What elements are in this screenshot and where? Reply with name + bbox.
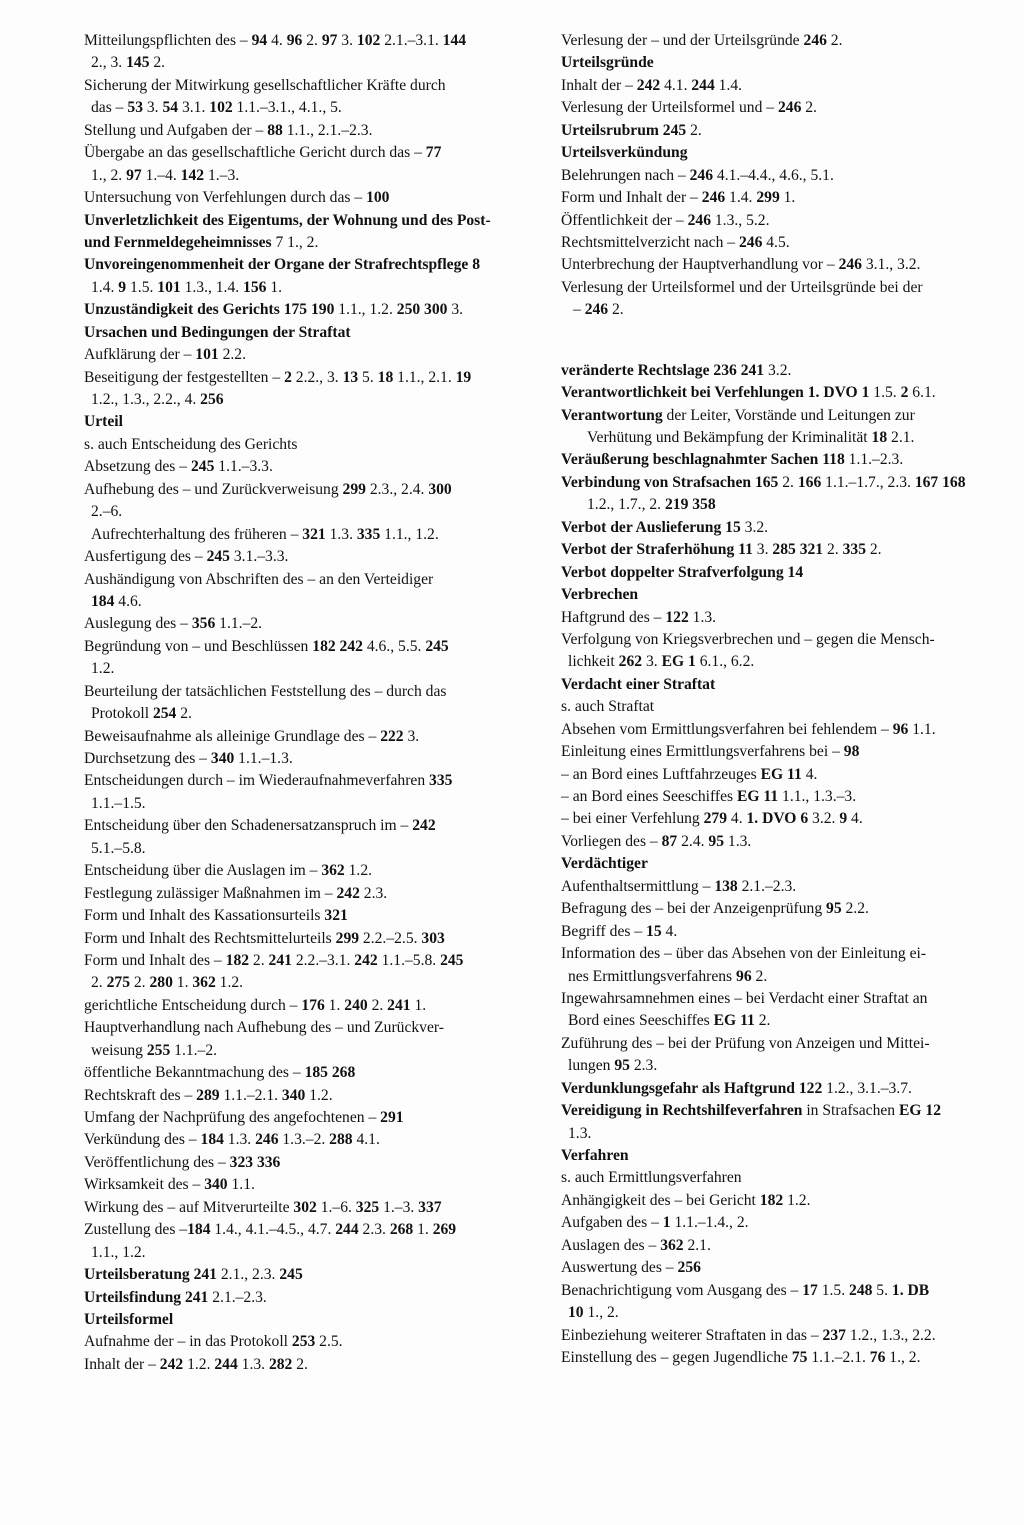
index-entry-line: Aufgaben des – 1 1.1.–1.4., 2. (561, 1214, 749, 1232)
index-entry-line: Aushändigung von Abschriften des – an den Verteidiger (84, 570, 434, 588)
index-entry-line: Verantwortlichkeit bei Verfehlungen 1. DVO 1 1.5. 2 6.1. (561, 384, 936, 402)
index-entry-line: Urteilsgründe (561, 54, 654, 72)
index-entry-line: Unvoreingenommenheit der Organe der Strafrechtspflege 8 (84, 256, 480, 274)
index-entry-line: Einbeziehung weiterer Straftaten in das – 237 1.2., 1.3., 2.2. (561, 1326, 936, 1344)
index-entry-line: und Fernmeldegeheimnisses 7 1., 2. (84, 233, 319, 251)
index-entry-line: Unzuständigkeit des Gerichts 175 190 1.1., 1.2. 250 300 3. (84, 301, 464, 319)
index-entry-line: Verdacht einer Straftat (561, 675, 716, 693)
section-gap (561, 322, 1007, 360)
index-entry-line: Begriff des – 15 4. (561, 922, 678, 940)
index-entry-line: Veröffentlichung des – 323 336 (84, 1153, 281, 1171)
index-entry-line: 5.1.–5.8. (91, 839, 146, 857)
index-entry-line: Auslagen des – 362 2.1. (561, 1236, 711, 1254)
index-entry-line: Öffentlichkeit der – 246 1.3., 5.2. (561, 211, 770, 229)
index-entry-line: 2.–6. (91, 503, 123, 521)
index-entry-line: 10 1., 2. (568, 1304, 619, 1322)
index-entry-line: lichkeit 262 3. EG 1 6.1., 6.2. (568, 653, 755, 671)
index-entry-line: veränderte Rechtslage 236 241 3.2. (561, 361, 792, 379)
index-entry-line: Ausfertigung des – 245 3.1.–3.3. (84, 548, 289, 566)
index-entry-line: Verbindung von Strafsachen 165 2. 166 1.1.–1.7., 2.3. 167 168 (561, 473, 966, 491)
index-entry-line: Hauptverhandlung nach Aufhebung des – und Zurückver- (84, 1019, 444, 1037)
index-entry-line: Sicherung der Mitwirkung gesellschaftlicher Kräfte durch (84, 76, 446, 94)
index-entry-line: Übergabe an das gesellschaftliche Gericht durch das – 77 (84, 144, 442, 162)
index-entry-line: Wirkung des – auf Mitverurteilte 302 1.–6. 325 1.–3. 337 (84, 1198, 442, 1216)
index-entry-line: Unterbrechung der Hauptverhandlung vor – 246 3.1., 3.2. (561, 256, 921, 274)
index-entry-line: Form und Inhalt der – 246 1.4. 299 1. (561, 189, 796, 207)
index-entry-line: lungen 95 2.3. (568, 1057, 658, 1075)
index-entry-line: – 246 2. (573, 301, 624, 319)
index-entry-line: Urteil (84, 413, 123, 431)
index-entry-line: Verfolgung von Kriegsverbrechen und – gegen die Mensch- (561, 630, 935, 648)
index-entry-line: 1., 2. 97 1.–4. 142 1.–3. (91, 166, 240, 184)
index-entry-line: 1.2., 1.3., 2.2., 4. 256 (91, 391, 224, 408)
index-entry-line: Aufklärung der – 101 2.2. (84, 346, 246, 364)
index-entry-line: Protokoll 254 2. (91, 705, 192, 723)
index-entry-line: Unverletzlichkeit des Eigentums, der Wohnung und des Post- (84, 211, 491, 229)
index-entry-line: Urteilsberatung 241 2.1., 2.3. 245 (84, 1266, 303, 1284)
index-entry-line: Mitteilungspflichten des – 94 4. 96 2. 97 3. 102 2.1.–3.1. 144 (84, 32, 467, 49)
index-entry-line: Beseitigung der festgestellten – 2 2.2., 3. 13 5. 18 1.1., 2.1. 19 (84, 368, 472, 386)
index-entry-line: Durchsetzung des – 340 1.1.–1.3. (84, 750, 293, 767)
index-entry-line: Stellung und Aufgaben der – 88 1.1., 2.1.–2.3. (84, 121, 373, 139)
index-entry-line: Entscheidungen durch – im Wiederaufnahmeverfahren 335 (84, 772, 453, 790)
index-entry-line: Urteilsverkündung (561, 144, 688, 162)
index-entry-line: Befragung des – bei der Anzeigenprüfung 95 2.2. (561, 900, 869, 918)
left-column (84, 30, 534, 1376)
index-entry-line: Rechtsmittelverzicht nach – 246 4.5. (561, 233, 790, 251)
index-entry-line: Benachrichtigung vom Ausgang des – 17 1.5. 248 5. 1. DB (561, 1281, 930, 1299)
index-entry-line: Ingewahrsamnehmen eines – bei Verdacht einer Straftat an (561, 989, 928, 1007)
index-entry-line: Wirksamkeit des – 340 1.1. (84, 1176, 255, 1194)
index-entry-line: Rechtskraft des – 289 1.1.–2.1. 340 1.2. (84, 1086, 333, 1104)
index-entry-line: Umfang der Nachprüfung des angefochtenen – 291 (84, 1109, 404, 1126)
index-entry-line: Haftgrund des – 122 1.3. (561, 608, 717, 626)
index-entry-line: weisung 255 1.1.–2. (91, 1041, 218, 1059)
index-entry-line: Einleitung eines Ermittlungsverfahrens bei – 98 (561, 743, 860, 761)
index-entry-line: Verfahren (561, 1147, 629, 1164)
index-entry-line: Verbot der Straferhöhung 11 3. 285 321 2. 335 2. (561, 541, 882, 559)
index-entry-line: Zuführung des – bei der Prüfung von Anzeigen und Mittei- (561, 1034, 930, 1052)
index-entry-line: Veräußerung beschlagnahmter Sachen 118 1.1.–2.3. (561, 451, 904, 469)
index-entry-line: Aufhebung des – und Zurückverweisung 299 2.3., 2.4. 300 (84, 480, 452, 498)
index-entry-line: Ursachen und Bedingungen der Straftat (84, 323, 351, 341)
index-entry-line: 1.2. (91, 660, 115, 678)
index-entry-line: nes Ermittlungsverfahrens 96 2. (568, 967, 768, 985)
index-entry-line: Festlegung zulässiger Maßnahmen im – 242 2.3. (84, 884, 388, 902)
index-entry-line: 1.2., 1.7., 2. 219 358 (587, 496, 716, 514)
index-entry-line: Urteilsfindung 241 2.1.–2.3. (84, 1288, 267, 1306)
index-entry-line: das – 53 3. 54 3.1. 102 1.1.–3.1., 4.1., 5. (91, 99, 342, 117)
index-entry-line: s. auch Entscheidung des Gerichts (84, 435, 298, 453)
index-entry-line: gerichtliche Entscheidung durch – 176 1. 240 2. 241 1. (84, 996, 427, 1014)
index-entry-line: öffentliche Bekanntmachung des – 185 268 (84, 1064, 356, 1082)
index-entry-line: 2. 275 2. 280 1. 362 1.2. (91, 974, 244, 992)
index-entry-line: Aufrechterhaltung des früheren – 321 1.3. 335 1.1., 1.2. (91, 525, 439, 543)
index-entry-line: Verlesung der Urteilsformel und der Urteilsgründe bei der (561, 278, 923, 296)
index-entry-line: – bei einer Verfehlung 279 4. 1. DVO 6 3.2. 9 4. (561, 810, 863, 828)
index-entry-line: Urteilsformel (84, 1310, 174, 1328)
index-entry-line: Verlesung der Urteilsformel und – 246 2. (561, 99, 817, 117)
index-entry-line: Verdächtiger (561, 855, 648, 873)
index-entry-line: Auslegung des – 356 1.1.–2. (84, 615, 263, 633)
index-entry-line: Entscheidung über den Schadenersatzanspruch im – 242 (84, 817, 436, 835)
index-entry-line: Verbot der Auslieferung 15 3.2. (561, 518, 769, 536)
index-entry-line: s. auch Straftat (561, 698, 655, 716)
index-entry-line: Vorliegen des – 87 2.4. 95 1.3. (561, 832, 752, 850)
index-entry-line: Untersuchung von Verfehlungen durch das – 100 (84, 189, 390, 207)
index-entry-line: Bord eines Seeschiffes EG 11 2. (568, 1012, 771, 1030)
index-entry-line: Anhängigkeit des – bei Gericht 182 1.2. (561, 1191, 811, 1209)
index-entry-line: – an Bord eines Seeschiffes EG 11 1.1., 1.3.–3. (561, 788, 857, 805)
index-entry-line: Entscheidung über die Auslagen im – 362 1.2. (84, 862, 373, 880)
index-entry-line: Auswertung des – 256 (561, 1259, 701, 1277)
index-entry-line: Verkündung des – 184 1.3. 246 1.3.–2. 288 4.1. (84, 1131, 380, 1149)
index-entry-line: Verantwortung der Leiter, Vorstände und Leitungen zur (561, 406, 915, 424)
index-entry-line: Inhalt der – 242 4.1. 244 1.4. (561, 76, 743, 94)
index-entry-line: Verlesung der – und der Urteilsgründe 246 2. (561, 32, 843, 49)
index-entry-line: Form und Inhalt des Rechtsmittelurteils 299 2.2.–2.5. 303 (84, 929, 445, 947)
index-entry-line: 1.3. (568, 1124, 592, 1142)
index-entry-line: Aufnahme der – in das Protokoll 253 2.5. (84, 1333, 343, 1351)
index-entry-line: Beweisaufnahme als alleinige Grundlage des – 222 3. (84, 727, 420, 745)
index-entry-line: Zustellung des –184 1.4., 4.1.–4.5., 4.7. 244 2.3. 268 1. 269 (84, 1221, 457, 1239)
index-entry-line: Beurteilung der tatsächlichen Feststellung des – durch das (84, 682, 447, 700)
index-entry-line: – an Bord eines Luftfahrzeuges EG 11 4. (561, 765, 818, 783)
index-entry-line: Form und Inhalt des Kassationsurteils 321 (84, 907, 348, 925)
index-entry-line: Form und Inhalt des – 182 2. 241 2.2.–3.1. 242 1.1.–5.8. 245 (84, 951, 464, 969)
index-entry-line: Absetzung des – 245 1.1.–3.3. (84, 458, 273, 476)
index-entry-line: Verbrechen (561, 586, 639, 604)
index-entry-line: Inhalt der – 242 1.2. 244 1.3. 282 2. (84, 1355, 308, 1373)
index-entry-line: Information des – über das Absehen von der Einleitung ei- (561, 945, 927, 963)
index-entry-line: 1.4. 9 1.5. 101 1.3., 1.4. 156 1. (91, 278, 283, 296)
index-entry-line: 2., 3. 145 2. (91, 54, 166, 72)
index-entry-line: Begründung von – und Beschlüssen 182 242 4.6., 5.5. 245 (84, 637, 449, 655)
index-entry-line: Absehen vom Ermittlungsverfahren bei fehlendem – 96 1.1. (561, 720, 936, 738)
index-entry-line: Verhütung und Bekämpfung der Kriminalität 18 2.1. (587, 429, 915, 446)
index-entry-line: s. auch Ermittlungsverfahren (561, 1169, 742, 1187)
index-entry-line: Belehrungen nach – 246 4.1.–4.4., 4.6., 5.1. (561, 166, 834, 184)
index-entry-line: Verbot doppelter Strafverfolgung 14 (561, 563, 804, 581)
index-entry-line: 1.1.–1.5. (91, 794, 146, 812)
index-entry-line: 1.1., 1.2. (91, 1243, 146, 1261)
index-entry-line: Verdunklungsgefahr als Haftgrund 122 1.2., 3.1.–3.7. (561, 1079, 912, 1097)
right-column (561, 30, 1007, 1369)
index-entry-line: Aufenthaltsermittlung – 138 2.1.–2.3. (561, 877, 797, 895)
index-entry-line: Einstellung des – gegen Jugendliche 75 1.1.–2.1. 76 1., 2. (561, 1348, 921, 1366)
index-entry-line: Urteilsrubrum 245 2. (561, 121, 702, 139)
index-entry-line: Vereidigung in Rechtshilfeverfahren in Strafsachen EG 12 (561, 1102, 942, 1120)
index-entry-line: 184 4.6. (91, 592, 142, 610)
